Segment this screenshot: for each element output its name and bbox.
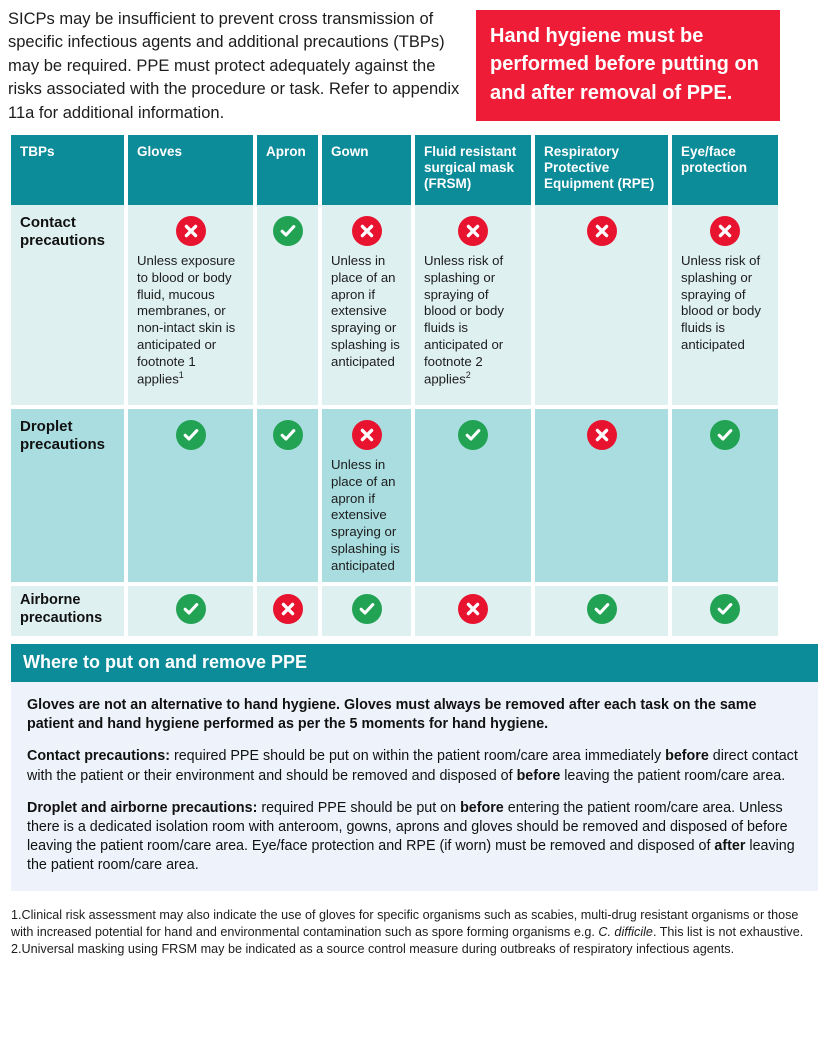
table-cell xyxy=(128,205,253,405)
check-icon xyxy=(176,420,206,450)
table-header-tbps: TBPs xyxy=(11,135,124,205)
footnote-1-text-a: 1.Clinical risk assessment may also indicate the use of gloves for specific organisms such as scabies, multi-drug resistant organisms or those with increased potential for hand and environmental contamination such as spore forming organisms e.g. xyxy=(11,908,799,940)
cross-icon xyxy=(458,216,488,246)
table-header-fluid-resistant-surgical-mask-frsm: Fluid resistant surgical mask (FRSM) xyxy=(415,135,531,205)
check-icon xyxy=(458,420,488,450)
table-cell xyxy=(322,409,411,582)
icon-container xyxy=(544,213,659,246)
table-header-eye-face-protection: Eye/face protection xyxy=(672,135,778,205)
cell-note: Unless risk of splashing or spraying of blood or body fluids is anticipated xyxy=(681,253,761,352)
icon-container xyxy=(137,417,244,450)
footnotes xyxy=(11,907,818,957)
icon-container xyxy=(266,594,309,624)
check-icon xyxy=(587,594,617,624)
contact-before-1: before xyxy=(665,748,709,765)
top-section xyxy=(0,0,826,125)
contact-text-c: leaving the patient room/care area. xyxy=(560,767,786,784)
table-cell xyxy=(415,409,531,582)
icon-container xyxy=(681,213,769,246)
icon-container xyxy=(137,594,244,624)
footnote-1-text-b: . This list is not exhaustive. xyxy=(652,925,804,940)
icon-container xyxy=(424,213,522,246)
icon-container xyxy=(681,417,769,450)
cross-icon xyxy=(352,216,382,246)
icon-container xyxy=(137,213,244,246)
cross-icon xyxy=(587,420,617,450)
droplet-lead: Droplet and airborne precautions: xyxy=(27,799,258,816)
cell-note: Unless in place of an apron if extensive spraying or splashing is anticipated xyxy=(331,253,400,369)
table-cell xyxy=(535,409,668,582)
guidance-gloves-paragraph: Gloves are not an alternative to hand hygiene. Gloves must always be removed after each task on the same patient and hand hygiene performed as per the 5 moments for hand hygiene. xyxy=(27,697,757,733)
footnote-2: 2.Universal masking using FRSM may be indicated as a source control measure during outbreaks of respiratory infectious agents. xyxy=(11,941,735,956)
check-icon xyxy=(710,420,740,450)
check-icon xyxy=(273,420,303,450)
table-cell xyxy=(257,586,318,636)
droplet-text-b: entering the patient room/care area. Unless there is a dedicated isolation room with anteroom, gowns, aprons and gloves should be removed and disposed of before leaving the patient room/care area. Eye/face protection and RPE (if worn) must be removed and disposed of xyxy=(27,799,788,855)
guidance-droplet-airborne-paragraph xyxy=(27,799,802,876)
icon-container xyxy=(266,213,309,246)
intro-paragraph: SICPs may be insufficient to prevent cross transmission of specific infectious agents and additional precautions (TBPs) may be required. PPE must protect adequately against the risks associated with the procedure or task. Refer to appendix 11a for additional information. xyxy=(8,10,460,122)
icon-container xyxy=(544,417,659,450)
table-row xyxy=(11,586,818,636)
table-cell xyxy=(128,586,253,636)
contact-before-2: before xyxy=(516,767,561,784)
table-cell xyxy=(128,409,253,582)
cross-icon xyxy=(587,216,617,246)
check-icon xyxy=(710,594,740,624)
table-cell xyxy=(672,586,778,636)
table-cell xyxy=(415,586,531,636)
cross-icon xyxy=(273,594,303,624)
table-cell xyxy=(322,586,411,636)
droplet-text-a: required PPE should be put on xyxy=(257,799,461,816)
table-cell xyxy=(535,586,668,636)
cross-icon xyxy=(710,216,740,246)
icon-container xyxy=(544,594,659,624)
cross-icon xyxy=(176,216,206,246)
icon-container xyxy=(681,594,769,624)
table-cell xyxy=(672,205,778,405)
table-cell xyxy=(322,205,411,405)
table-header-gloves: Gloves xyxy=(128,135,253,205)
row-label-airborne: Airborne precautions xyxy=(11,586,124,636)
hand-hygiene-callout: Hand hygiene must be performed before putting on and after removal of PPE. xyxy=(476,10,780,121)
table-cell xyxy=(672,409,778,582)
cell-note: Unless in place of an apron if extensive spraying or splashing is anticipated xyxy=(331,457,400,573)
table-header-row xyxy=(11,135,818,205)
check-icon xyxy=(273,216,303,246)
section-header-where-to-put-on-remove-ppe: Where to put on and remove PPE xyxy=(11,644,818,682)
icon-container xyxy=(266,417,309,450)
ppe-tbp-table xyxy=(11,135,818,636)
icon-container xyxy=(331,594,402,624)
icon-container xyxy=(424,417,522,450)
table-cell xyxy=(415,205,531,405)
droplet-before: before xyxy=(460,799,504,816)
icon-container xyxy=(331,213,402,246)
table-row xyxy=(11,409,818,582)
contact-lead: Contact precautions: xyxy=(27,748,170,765)
droplet-after: after xyxy=(714,838,746,855)
row-label-contact: Contact precautions xyxy=(11,205,124,405)
table-header-apron: Apron xyxy=(257,135,318,205)
guidance-panel xyxy=(11,682,818,891)
footnote-1 xyxy=(11,907,818,940)
footnote-1-italic: C. difficile xyxy=(598,925,653,940)
footnote-marker: 2 xyxy=(465,370,471,381)
table-cell xyxy=(257,409,318,582)
table-cell xyxy=(535,205,668,405)
cross-icon xyxy=(352,420,382,450)
cell-note: Unless exposure to blood or body fluid, mucous membranes, or non-intact skin is anticipated or footnote 1 applies$^1$ xyxy=(137,253,236,387)
guidance-contact-paragraph xyxy=(27,747,802,785)
icon-container xyxy=(331,417,402,450)
table-cell xyxy=(257,205,318,405)
icon-container xyxy=(424,594,522,624)
row-label-droplet: Droplet precautions xyxy=(11,409,124,582)
check-icon xyxy=(352,594,382,624)
cell-note: Unless risk of splashing or spraying of blood or body fluids is anticipated or footnote 2 applies$^2$ xyxy=(424,253,504,387)
contact-text-a: required PPE should be put on within the patient room/care area immediately xyxy=(169,748,666,765)
cross-icon xyxy=(458,594,488,624)
check-icon xyxy=(176,594,206,624)
table-header-gown: Gown xyxy=(322,135,411,205)
droplet-text-c: leaving the patient room/care area. xyxy=(27,838,795,874)
footnote-marker: 1 xyxy=(178,370,184,381)
table-row xyxy=(11,205,818,405)
contact-text-b: direct contact with the patient or their environment and should be removed and disposed of xyxy=(27,748,798,784)
table-header-respiratory-protective-equipment-rpe: Respiratory Protective Equipment (RPE) xyxy=(535,135,668,205)
